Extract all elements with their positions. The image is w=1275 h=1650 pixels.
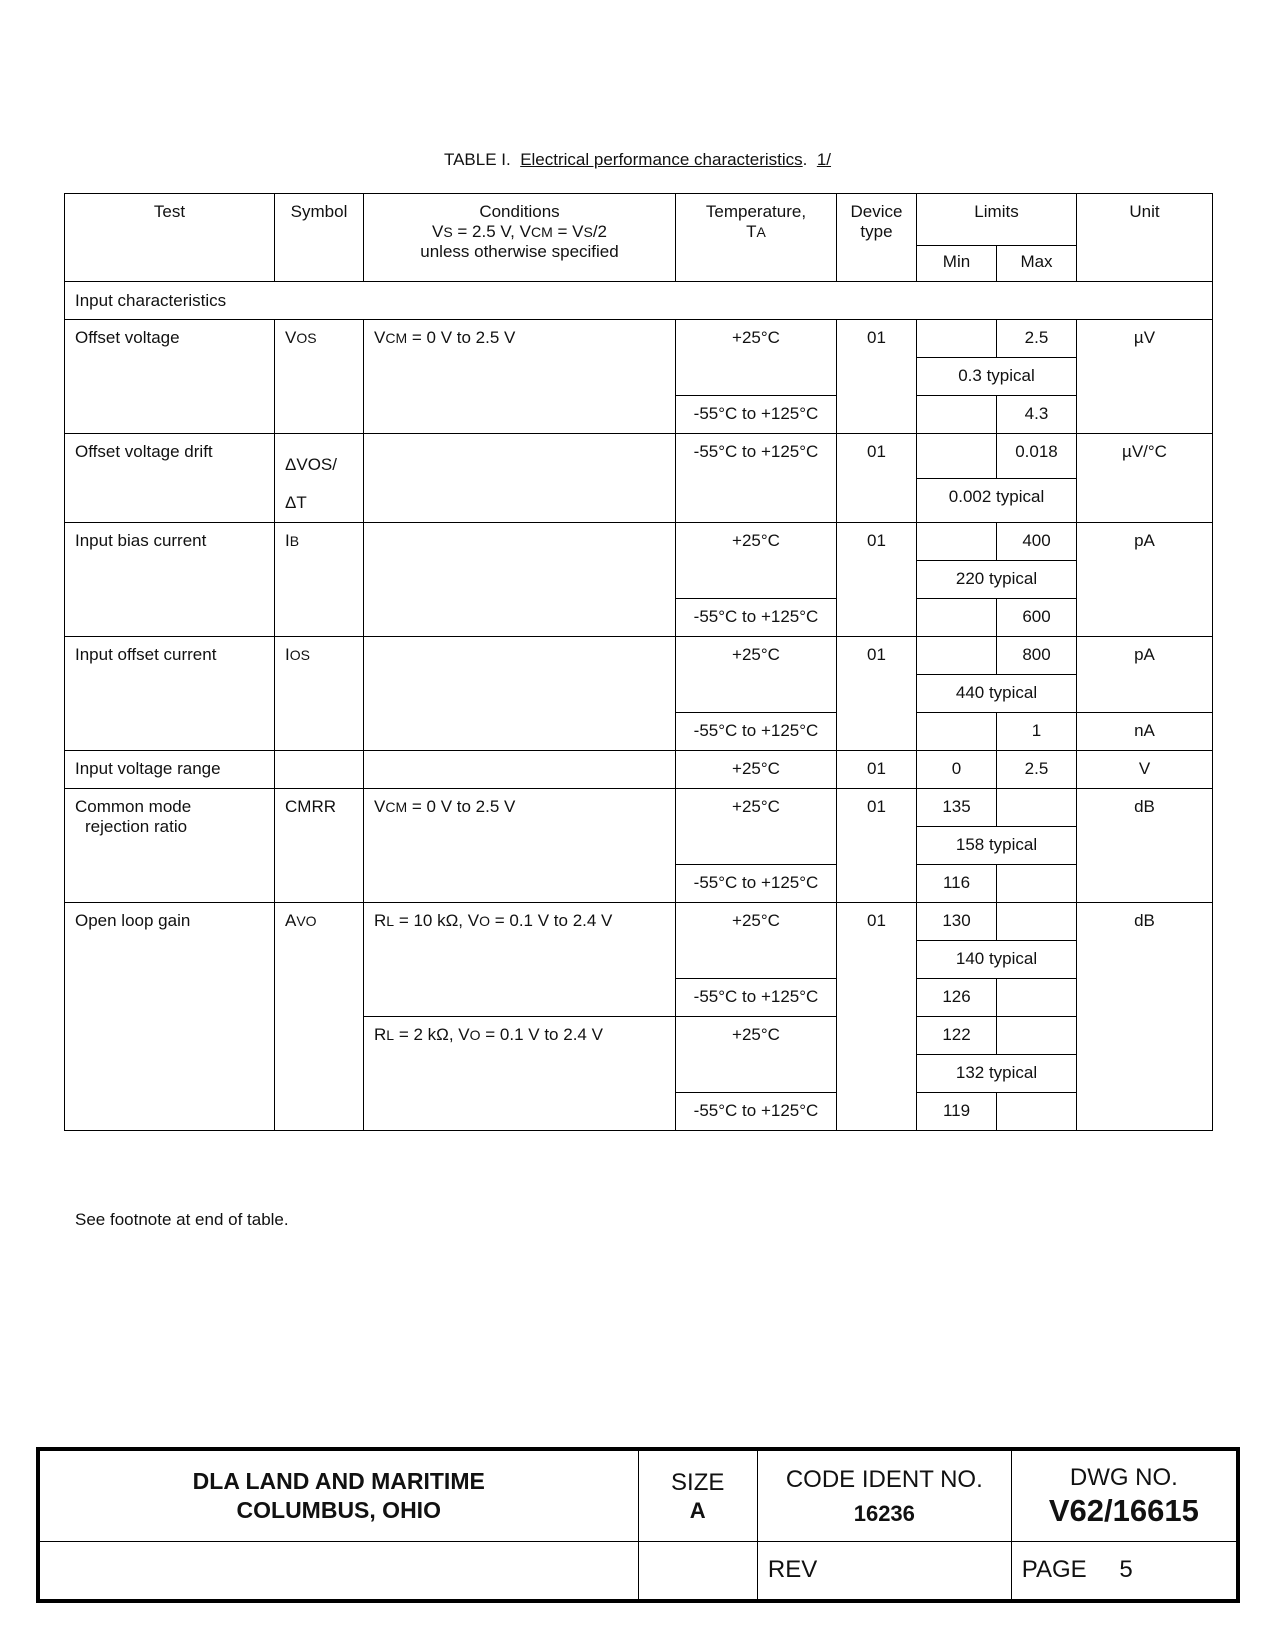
footnote-note: See footnote at end of table. — [75, 1210, 289, 1229]
org-line2: COLUMBUS, OHIO — [236, 1496, 441, 1523]
test-line2: rejection ratio — [85, 817, 188, 836]
unit-cell: nA — [1077, 713, 1213, 751]
condition-cell — [364, 637, 676, 751]
rev-label: REV — [757, 1541, 1011, 1601]
max-cell: 0.018 — [997, 434, 1077, 479]
min-cell: 119 — [917, 1093, 997, 1131]
temp-cell: +25°C — [676, 903, 837, 979]
dwg-no-cell — [1011, 1449, 1238, 1541]
caption-title: Electrical performance characteristics — [520, 150, 803, 169]
temp-cell: +25°C — [676, 637, 837, 713]
condition-offset-voltage: VCM = 0 V to 2.5 V — [364, 320, 676, 434]
conditions-supply: VS = 2.5 V, VCM = VS/2 — [431, 222, 607, 241]
min-cell — [917, 713, 997, 751]
temperature-symbol: TA — [746, 222, 766, 241]
min-cell: 116 — [917, 865, 997, 903]
min-cell: 130 — [917, 903, 997, 941]
org-line1: DLA LAND AND MARITIME — [192, 1467, 485, 1494]
condition-cmrr: VCM = 0 V to 2.5 V — [364, 789, 676, 903]
test-input-bias-current: Input bias current — [65, 523, 275, 637]
temp-cell: -55°C to +125°C — [676, 979, 837, 1017]
table-row — [65, 434, 1213, 479]
table-row — [65, 320, 1213, 358]
max-cell: 4.3 — [997, 396, 1077, 434]
symbol-cell — [275, 751, 364, 789]
symbol-avo: AVO — [275, 903, 364, 1131]
min-cell — [917, 434, 997, 479]
size-value: A — [689, 1497, 706, 1523]
size-label: SIZE — [671, 1468, 725, 1496]
device-cell: 01 — [837, 320, 917, 434]
max-cell: 400 — [997, 523, 1077, 561]
unit-cell: V — [1077, 751, 1213, 789]
min-cell: 122 — [917, 1017, 997, 1055]
code-ident-value: 16236 — [853, 1500, 915, 1526]
max-cell — [997, 1093, 1077, 1131]
page-cell — [1011, 1541, 1238, 1601]
size-cell — [638, 1449, 757, 1541]
typical-cell: 132 typical — [917, 1055, 1077, 1093]
test-offset-voltage-drift: Offset voltage drift — [65, 434, 275, 523]
temp-cell: -55°C to +125°C — [676, 1093, 837, 1131]
device-cell: 01 — [837, 903, 917, 1131]
table-row — [65, 523, 1213, 561]
table-caption: TABLE I. Electrical performance characteristics. 1/ — [443, 150, 832, 169]
min-cell: 135 — [917, 789, 997, 827]
device-cell: 01 — [837, 434, 917, 523]
unit-cell: µV/°C — [1077, 434, 1213, 523]
header-temperature — [676, 194, 837, 282]
title-block — [36, 1447, 1240, 1603]
max-cell: 2.5 — [997, 320, 1077, 358]
device-cell: 01 — [837, 789, 917, 903]
symbol-dvos-dt — [275, 434, 364, 523]
min-cell — [917, 637, 997, 675]
device-cell: 01 — [837, 523, 917, 637]
header-unit: Unit — [1077, 194, 1213, 282]
device-cell: 01 — [837, 637, 917, 751]
typical-cell: 0.3 typical — [917, 358, 1077, 396]
max-cell — [997, 1017, 1077, 1055]
max-cell: 600 — [997, 599, 1077, 637]
typical-cell: 0.002 typical — [917, 478, 1077, 523]
section-row — [65, 282, 1213, 320]
header-conditions — [364, 194, 676, 282]
code-ident-label: CODE IDENT NO. — [785, 1465, 983, 1493]
typical-cell: 440 typical — [917, 675, 1077, 713]
conditions-title: Conditions — [479, 202, 560, 221]
symbol-ib: IB — [275, 523, 364, 637]
page-number: 5 — [1119, 1556, 1133, 1584]
temp-cell: -55°C to +125°C — [676, 396, 837, 434]
max-cell — [997, 789, 1077, 827]
symbol-ios: IOS — [275, 637, 364, 751]
condition-rl-2k: RL = 2 kΩ, VO = 0.1 V to 2.4 V — [364, 1017, 676, 1131]
temp-cell: -55°C to +125°C — [676, 599, 837, 637]
dwg-no-label: DWG NO. — [1069, 1463, 1178, 1491]
condition-cell — [364, 434, 676, 523]
header-test: Test — [65, 194, 275, 282]
code-ident-cell — [757, 1449, 1011, 1541]
unit-cell: dB — [1077, 903, 1213, 1131]
symbol-line2: ΔT — [285, 493, 307, 512]
min-cell — [917, 599, 997, 637]
typical-cell: 140 typical — [917, 941, 1077, 979]
min-cell: 126 — [917, 979, 997, 1017]
unit-cell: pA — [1077, 637, 1213, 713]
typical-cell: 220 typical — [917, 561, 1077, 599]
temp-cell: +25°C — [676, 320, 837, 396]
temp-cell: +25°C — [676, 1017, 837, 1093]
test-common-mode-rejection-ratio — [65, 789, 275, 903]
symbol-line1: ΔVOS/ — [285, 455, 337, 474]
caption-note-ref: 1/ — [816, 150, 832, 169]
symbol-vos: VOS — [275, 320, 364, 434]
min-cell: 0 — [917, 751, 997, 789]
table-row — [65, 903, 1213, 941]
table-row — [65, 789, 1213, 827]
header-min: Min — [917, 246, 997, 282]
test-input-voltage-range: Input voltage range — [65, 751, 275, 789]
condition-cell — [364, 751, 676, 789]
unit-cell: dB — [1077, 789, 1213, 903]
dwg-no-value: V62/16615 — [1048, 1492, 1199, 1528]
max-cell — [997, 865, 1077, 903]
temp-cell: +25°C — [676, 789, 837, 865]
electrical-characteristics-table — [64, 193, 1213, 1131]
condition-cell — [364, 523, 676, 637]
max-cell: 800 — [997, 637, 1077, 675]
caption-prefix: TABLE I. — [443, 150, 511, 169]
header-symbol: Symbol — [275, 194, 364, 282]
header-max: Max — [997, 246, 1077, 282]
test-input-offset-current: Input offset current — [65, 637, 275, 751]
device-cell: 01 — [837, 751, 917, 789]
page-label: PAGE — [1021, 1556, 1087, 1584]
min-cell — [917, 320, 997, 358]
min-cell — [917, 523, 997, 561]
table-row — [65, 751, 1213, 789]
blank-cell — [38, 1541, 638, 1601]
organization — [38, 1449, 638, 1541]
max-cell — [997, 903, 1077, 941]
table-row — [65, 637, 1213, 675]
symbol-cmrr: CMRR — [275, 789, 364, 903]
unit-cell: pA — [1077, 523, 1213, 637]
temp-cell: -55°C to +125°C — [676, 865, 837, 903]
header-row — [65, 194, 1213, 246]
temp-cell: +25°C — [676, 751, 837, 789]
temp-cell: -55°C to +125°C — [676, 434, 837, 523]
min-cell — [917, 396, 997, 434]
section-input-characteristics: Input characteristics — [65, 282, 1213, 320]
unit-cell: µV — [1077, 320, 1213, 434]
test-open-loop-gain: Open loop gain — [65, 903, 275, 1131]
header-device-type: Device type — [837, 194, 917, 282]
header-limits: Limits — [917, 194, 1077, 246]
temp-cell: -55°C to +125°C — [676, 713, 837, 751]
conditions-note: unless otherwise specified — [420, 242, 619, 261]
max-cell: 1 — [997, 713, 1077, 751]
condition-rl-10k: RL = 10 kΩ, VO = 0.1 V to 2.4 V — [364, 903, 676, 1017]
blank-cell — [638, 1541, 757, 1601]
test-offset-voltage: Offset voltage — [65, 320, 275, 434]
temp-cell: +25°C — [676, 523, 837, 599]
max-cell: 2.5 — [997, 751, 1077, 789]
temperature-label: Temperature, — [705, 202, 807, 221]
typical-cell: 158 typical — [917, 827, 1077, 865]
test-line1: Common mode — [75, 797, 192, 816]
max-cell — [997, 979, 1077, 1017]
